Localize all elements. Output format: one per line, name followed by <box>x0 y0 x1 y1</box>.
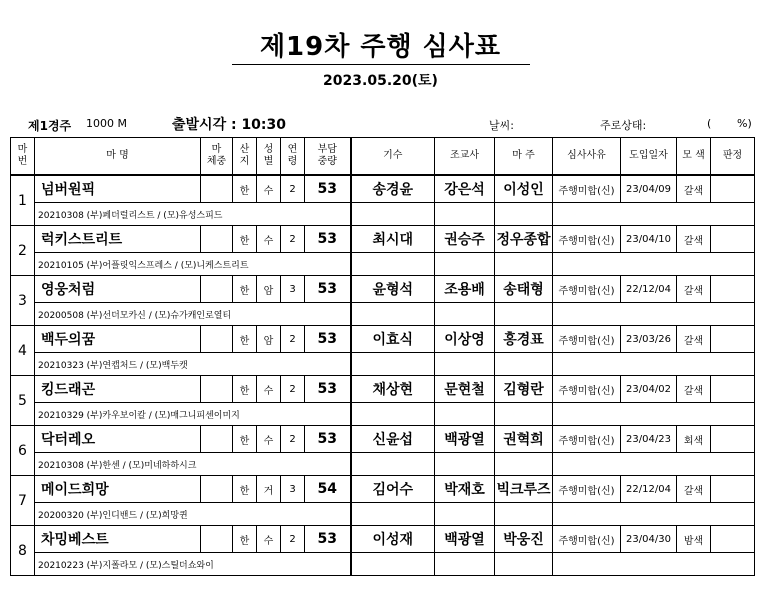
jockey-note <box>351 553 435 576</box>
horse-name: 메이드희망 <box>35 476 201 503</box>
horse-name: 넘버원픽 <box>35 175 201 203</box>
col-name: 마 명 <box>35 138 201 176</box>
jockey-note <box>351 353 435 376</box>
trainer-note <box>435 303 495 326</box>
page-title: 제19차 주행 심사표 <box>259 32 502 62</box>
screening-reason: 주행미합(신) <box>553 175 621 203</box>
horse-weight: 54 <box>305 476 351 503</box>
col-owner: 마 주 <box>495 138 553 176</box>
import-date: 22/12/04 <box>621 476 677 503</box>
race-distance: 1000 M <box>86 117 127 130</box>
horse-sex: 암 <box>257 326 281 353</box>
verdict-cell <box>711 226 755 253</box>
horse-number: 4 <box>11 326 35 376</box>
owner-name: 홍경표 <box>495 326 553 353</box>
trainer-note <box>435 353 495 376</box>
weather-label: 날씨: <box>489 119 514 132</box>
jockey-note <box>351 453 435 476</box>
title-underline <box>232 64 530 65</box>
screening-reason: 주행미합(신) <box>553 326 621 353</box>
jockey-name: 최시대 <box>351 226 435 253</box>
horse-name: 영웅처럼 <box>35 276 201 303</box>
import-date: 23/03/26 <box>621 326 677 353</box>
owner-name: 송태형 <box>495 276 553 303</box>
horse-weight: 53 <box>305 426 351 453</box>
trainer-note <box>435 403 495 426</box>
notes-cell <box>553 553 755 576</box>
col-jockey: 기수 <box>351 138 435 176</box>
col-verdict: 판정 <box>711 138 755 176</box>
trainer-note <box>435 453 495 476</box>
horse-body-weight <box>201 226 233 253</box>
col-body-weight: 마 체중 <box>201 138 233 176</box>
trainer-name: 박재호 <box>435 476 495 503</box>
notes-cell <box>553 303 755 326</box>
coat-color: 회색 <box>677 426 711 453</box>
horse-number: 1 <box>11 175 35 226</box>
coat-color: 갈색 <box>677 376 711 403</box>
trainer-name: 백광열 <box>435 426 495 453</box>
col-origin: 산 지 <box>233 138 257 176</box>
col-trainer: 조교사 <box>435 138 495 176</box>
table-row <box>11 226 755 253</box>
horse-origin: 한 <box>233 276 257 303</box>
horse-age: 2 <box>281 376 305 403</box>
horse-age: 2 <box>281 526 305 553</box>
import-date: 22/12/04 <box>621 276 677 303</box>
trainer-name: 권승주 <box>435 226 495 253</box>
table-row-detail <box>11 353 755 376</box>
table-header-row <box>11 138 755 176</box>
race-date: 2023.05.20(토) <box>323 73 438 89</box>
verdict-cell <box>711 175 755 203</box>
horse-sex: 거 <box>257 476 281 503</box>
pedigree: 20210323 (부)연캡처드 / (모)백두캣 <box>35 353 351 376</box>
pedigree: 20210329 (부)카우보이칼 / (모)매그니피센이미지 <box>35 403 351 426</box>
jockey-name: 이효식 <box>351 326 435 353</box>
import-date: 23/04/09 <box>621 175 677 203</box>
coat-color: 갈색 <box>677 175 711 203</box>
trainer-name: 백광열 <box>435 526 495 553</box>
owner-name: 권혁희 <box>495 426 553 453</box>
col-no: 마 번 <box>11 138 35 176</box>
col-weight: 부담 중량 <box>305 138 351 176</box>
table-row <box>11 326 755 353</box>
table-row <box>11 526 755 553</box>
notes-cell <box>553 403 755 426</box>
horse-age: 3 <box>281 476 305 503</box>
owner-note <box>495 203 553 226</box>
horse-body-weight <box>201 526 233 553</box>
track-condition-label: 주로상태: <box>600 119 647 132</box>
pedigree: 20200320 (부)인디밴드 / (모)희망퀸 <box>35 503 351 526</box>
horse-origin: 한 <box>233 476 257 503</box>
jockey-note <box>351 403 435 426</box>
jockey-note <box>351 203 435 226</box>
horse-sex: 수 <box>257 226 281 253</box>
verdict-cell <box>711 476 755 503</box>
screening-reason: 주행미합(신) <box>553 526 621 553</box>
pedigree: 20200508 (부)선더모카신 / (모)슈가캐인로열티 <box>35 303 351 326</box>
jockey-name: 윤형석 <box>351 276 435 303</box>
notes-cell <box>553 353 755 376</box>
horse-age: 3 <box>281 276 305 303</box>
owner-name: 빅크루즈 <box>495 476 553 503</box>
screening-reason: 주행미합(신) <box>553 276 621 303</box>
horse-weight: 53 <box>305 376 351 403</box>
horse-origin: 한 <box>233 175 257 203</box>
table-row-detail <box>11 553 755 576</box>
moisture-close: %) <box>737 117 752 130</box>
horse-body-weight <box>201 376 233 403</box>
horse-body-weight <box>201 276 233 303</box>
notes-cell <box>553 503 755 526</box>
import-date: 23/04/30 <box>621 526 677 553</box>
trainer-note <box>435 553 495 576</box>
import-date: 23/04/02 <box>621 376 677 403</box>
owner-name: 박웅진 <box>495 526 553 553</box>
coat-color: 밤색 <box>677 526 711 553</box>
horse-origin: 한 <box>233 426 257 453</box>
col-import-date: 도입일자 <box>621 138 677 176</box>
horse-name: 백두의꿈 <box>35 326 201 353</box>
horse-weight: 53 <box>305 326 351 353</box>
horse-sex: 수 <box>257 426 281 453</box>
horse-number: 7 <box>11 476 35 526</box>
horse-origin: 한 <box>233 326 257 353</box>
horse-body-weight <box>201 426 233 453</box>
horse-name: 닥터레오 <box>35 426 201 453</box>
table-row-detail <box>11 203 755 226</box>
horse-weight: 53 <box>305 276 351 303</box>
verdict-cell <box>711 426 755 453</box>
verdict-cell <box>711 526 755 553</box>
horse-sex: 수 <box>257 175 281 203</box>
col-color: 모 색 <box>677 138 711 176</box>
pedigree: 20210223 (부)지폴라모 / (모)스틸더쇼와이 <box>35 553 351 576</box>
horse-number: 3 <box>11 276 35 326</box>
trainer-note <box>435 253 495 276</box>
import-date: 23/04/10 <box>621 226 677 253</box>
moisture-open: ( <box>707 117 712 130</box>
horse-age: 2 <box>281 426 305 453</box>
table-row-detail <box>11 253 755 276</box>
notes-cell <box>553 453 755 476</box>
horse-body-weight <box>201 476 233 503</box>
pedigree: 20210308 (부)한센 / (모)미네하하시크 <box>35 453 351 476</box>
pedigree: 20210308 (부)페더럴리스트 / (모)유성스피드 <box>35 203 351 226</box>
horse-weight: 53 <box>305 226 351 253</box>
coat-color: 갈색 <box>677 226 711 253</box>
owner-note <box>495 403 553 426</box>
screening-reason: 주행미합(신) <box>553 376 621 403</box>
owner-note <box>495 553 553 576</box>
owner-name: 정우종합 <box>495 226 553 253</box>
horse-origin: 한 <box>233 376 257 403</box>
horse-sex: 수 <box>257 376 281 403</box>
table-row-detail <box>11 453 755 476</box>
trainer-name: 이상영 <box>435 326 495 353</box>
horse-name: 킹드래곤 <box>35 376 201 403</box>
notes-cell <box>553 253 755 276</box>
verdict-cell <box>711 326 755 353</box>
coat-color: 갈색 <box>677 326 711 353</box>
verdict-cell <box>711 376 755 403</box>
screening-reason: 주행미합(신) <box>553 476 621 503</box>
trainer-note <box>435 503 495 526</box>
horse-weight: 53 <box>305 526 351 553</box>
horse-age: 2 <box>281 175 305 203</box>
jockey-name: 채상현 <box>351 376 435 403</box>
horse-number: 2 <box>11 226 35 276</box>
col-age: 연 령 <box>281 138 305 176</box>
table-row-detail <box>11 503 755 526</box>
trainer-name: 조용배 <box>435 276 495 303</box>
owner-name: 이성인 <box>495 175 553 203</box>
horse-number: 6 <box>11 426 35 476</box>
horse-sex: 수 <box>257 526 281 553</box>
owner-note <box>495 303 553 326</box>
horse-name: 차밍베스트 <box>35 526 201 553</box>
verdict-cell <box>711 276 755 303</box>
trainer-name: 문현철 <box>435 376 495 403</box>
owner-note <box>495 503 553 526</box>
owner-note <box>495 253 553 276</box>
jockey-note <box>351 503 435 526</box>
horse-age: 2 <box>281 326 305 353</box>
owner-name: 김형란 <box>495 376 553 403</box>
start-time: 출발시각 : 10:30 <box>172 117 287 133</box>
col-reason: 심사사유 <box>553 138 621 176</box>
owner-note <box>495 353 553 376</box>
screening-reason: 주행미합(신) <box>553 226 621 253</box>
trainer-name: 강은석 <box>435 175 495 203</box>
horse-sex: 암 <box>257 276 281 303</box>
horse-origin: 한 <box>233 226 257 253</box>
import-date: 23/04/23 <box>621 426 677 453</box>
screening-reason: 주행미합(신) <box>553 426 621 453</box>
pedigree: 20210105 (부)어플릿익스프레스 / (모)니케스트리트 <box>35 253 351 276</box>
table-row-detail <box>11 403 755 426</box>
horse-body-weight <box>201 175 233 203</box>
table-row <box>11 276 755 303</box>
jockey-name: 신윤섭 <box>351 426 435 453</box>
horse-number: 8 <box>11 526 35 576</box>
race-number: 제1경주 <box>28 119 72 133</box>
trainer-note <box>435 203 495 226</box>
table-row <box>11 376 755 403</box>
table-row <box>11 476 755 503</box>
jockey-name: 송경윤 <box>351 175 435 203</box>
horse-body-weight <box>201 326 233 353</box>
coat-color: 갈색 <box>677 476 711 503</box>
jockey-name: 이성재 <box>351 526 435 553</box>
horse-origin: 한 <box>233 526 257 553</box>
horse-name: 럭키스트리트 <box>35 226 201 253</box>
col-sex: 성 별 <box>257 138 281 176</box>
horse-weight: 53 <box>305 175 351 203</box>
horse-number: 5 <box>11 376 35 426</box>
notes-cell <box>553 203 755 226</box>
screening-table <box>10 137 755 576</box>
jockey-note <box>351 253 435 276</box>
horse-age: 2 <box>281 226 305 253</box>
table-row <box>11 426 755 453</box>
owner-note <box>495 453 553 476</box>
table-row <box>11 175 755 203</box>
jockey-note <box>351 303 435 326</box>
table-row-detail <box>11 303 755 326</box>
coat-color: 갈색 <box>677 276 711 303</box>
jockey-name: 김어수 <box>351 476 435 503</box>
